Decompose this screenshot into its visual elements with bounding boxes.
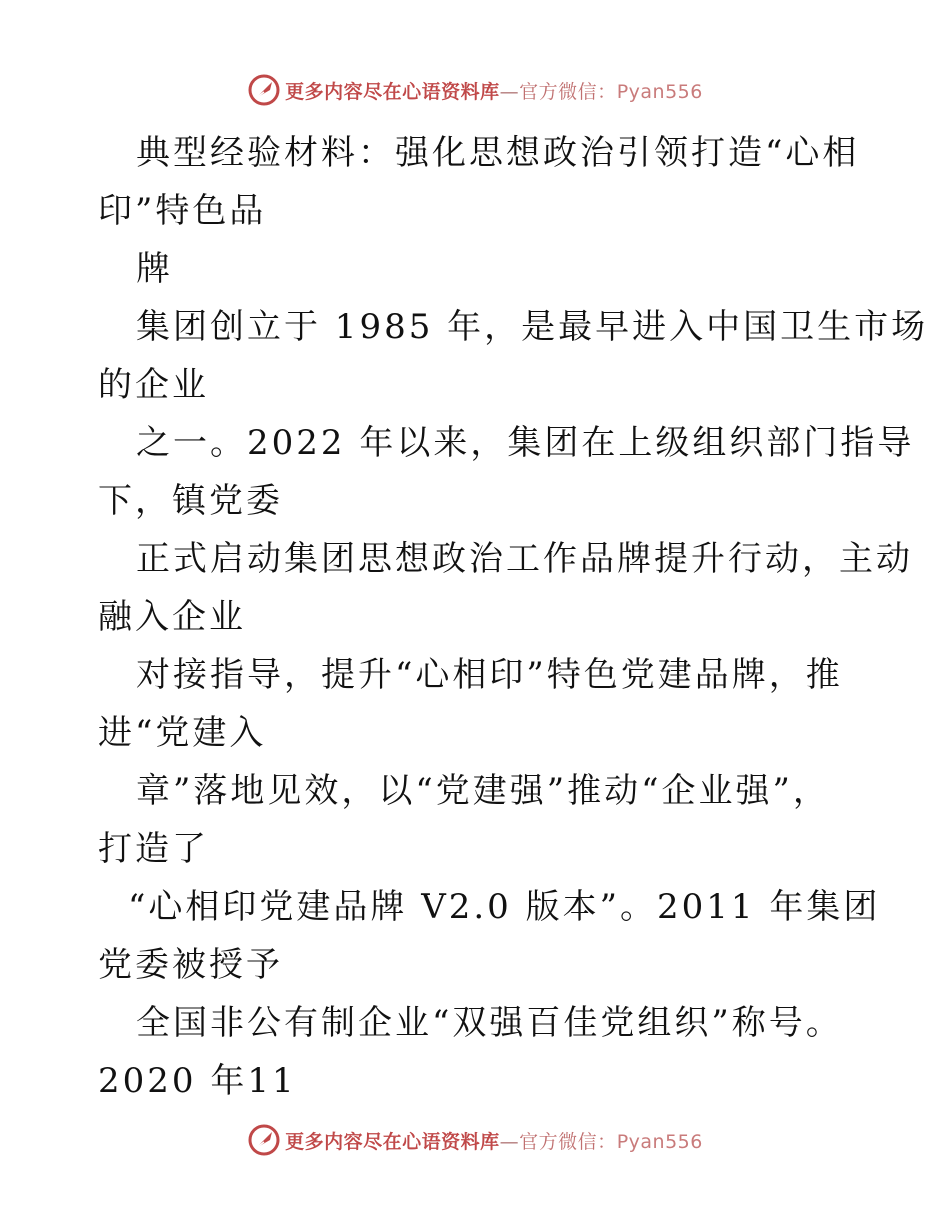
paragraph — [98, 646, 888, 762]
watermark-separator: — — [499, 1130, 520, 1153]
document-body — [98, 124, 929, 1110]
text-line: 的企业 — [98, 365, 209, 405]
watermark-text — [285, 1127, 703, 1154]
watermark-brand: 更多内容尽在心语资料库 — [285, 80, 500, 103]
text-line: 正式启动集团思想政治工作品牌提升行动，主动 — [136, 539, 913, 579]
watermark-wechat-id: Pyan556 — [616, 1130, 703, 1153]
paragraph — [98, 994, 888, 1110]
text-line: 对接指导，提升“心相印”特色党建品牌，推 — [136, 655, 843, 695]
paragraph — [98, 124, 888, 240]
text-line: 党委被授予 — [98, 945, 283, 985]
text-line: 集团创立于 1985 年，是最早进入中国卫生市场 — [136, 307, 929, 347]
feather-pen-icon — [247, 73, 281, 107]
title-line: 印”特色品 — [98, 191, 267, 231]
text-line: 下，镇党委 — [98, 481, 283, 521]
watermark-official: 官方微信： — [519, 80, 617, 103]
feather-pen-icon — [247, 1123, 281, 1157]
text-line: “心相印党建品牌 V2.0 版本”。2011 年集团 — [128, 887, 881, 927]
paragraph — [98, 762, 888, 878]
text-line: 全国非公有制企业“双强百佳党组织”称号。 — [136, 1003, 843, 1043]
text-line: 2020 年11 — [98, 1061, 297, 1101]
paragraph — [98, 414, 915, 530]
paragraph — [98, 530, 913, 646]
footer-watermark — [0, 1120, 950, 1160]
title-line: 典型经验材料：强化思想政治引领打造“心相 — [136, 133, 860, 173]
watermark-separator: — — [499, 80, 520, 103]
paragraph — [98, 240, 888, 298]
text-line: 进“党建入 — [98, 713, 267, 753]
text-line: 牌 — [136, 249, 173, 289]
text-line: 章”落地见效，以“党建强”推动“企业强”， — [136, 771, 830, 811]
text-line: 打造了 — [98, 829, 209, 869]
text-line: 之一。2022 年以来，集团在上级组织部门指导 — [136, 423, 915, 463]
paragraph — [98, 878, 888, 994]
watermark-brand: 更多内容尽在心语资料库 — [285, 1130, 500, 1153]
watermark-wechat-id: Pyan556 — [616, 80, 703, 103]
header-watermark — [0, 70, 950, 110]
watermark-text — [285, 77, 703, 104]
text-line: 融入企业 — [98, 597, 246, 637]
watermark-official: 官方微信： — [519, 1130, 617, 1153]
paragraph — [98, 298, 929, 414]
